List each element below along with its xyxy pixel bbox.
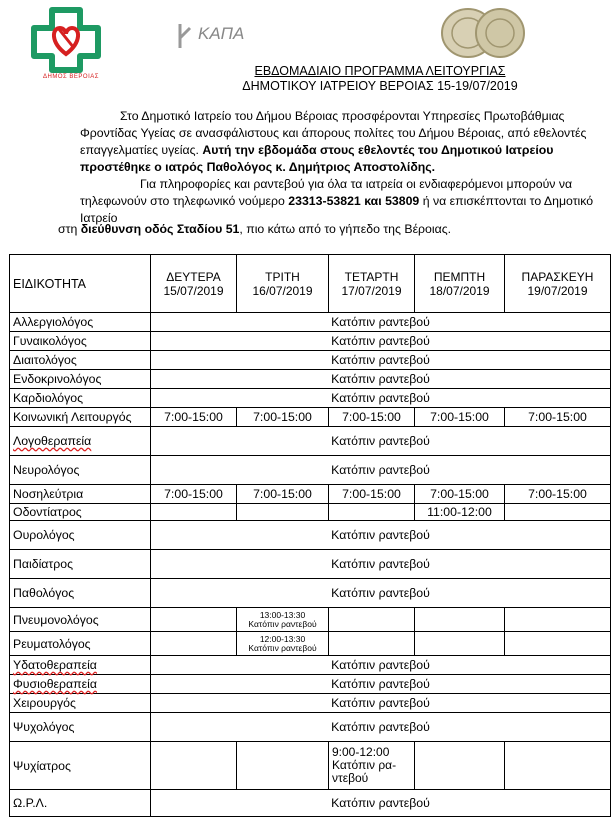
specialty-speech-therapy: Λογοθεραπεία <box>10 427 151 456</box>
table-row <box>10 332 611 351</box>
empty-cell <box>151 742 237 790</box>
empty-cell <box>151 632 237 656</box>
time-cell-tue: 7:00-15:00 <box>237 485 329 504</box>
phone-and: και <box>364 194 382 208</box>
appointment-cell: Κατόπιν ραντεβού <box>151 579 611 608</box>
table-row <box>10 313 611 332</box>
specialty-cardiologist: Καρδιολόγος <box>10 389 151 408</box>
appointment-cell: Κατόπιν ραντεβού <box>151 521 611 550</box>
header-day-fri: ΠΑΡΑΣΚΕΥΗ 19/07/2019 <box>505 255 611 313</box>
empty-cell <box>237 742 329 790</box>
heart-cross-icon <box>22 4 118 84</box>
address-suffix: , πιο κάτω από το γήπεδο της Βέροιας. <box>239 222 452 236</box>
table-row <box>10 694 611 713</box>
specialty-dietitian: Διαιτολόγος <box>10 351 151 370</box>
specialty-physiotherapy: Φυσιοθεραπεία <box>10 675 151 694</box>
empty-cell <box>237 504 329 521</box>
specialty-pediatrician: Παιδίατρος <box>10 550 151 579</box>
table-row <box>10 427 611 456</box>
appointment-cell: Κατόπιν ραντεβού <box>151 656 611 675</box>
table-row <box>10 351 611 370</box>
specialty-urologist: Ουρολόγος <box>10 521 151 550</box>
empty-cell <box>415 742 505 790</box>
time-cell-tue: 12:00-13:30 Κατόπιν ραντεβού <box>237 632 329 656</box>
specialty-social-worker: Κοινωνική Λειτουργός <box>10 408 151 427</box>
phone-number-2: 53809 <box>385 194 420 208</box>
time-cell-thu: 7:00-15:00 <box>415 408 505 427</box>
table-row <box>10 742 611 790</box>
time-cell-tue: 7:00-15:00 <box>237 408 329 427</box>
empty-cell <box>415 632 505 656</box>
header-day-mon: ΔΕΥΤΕΡΑ 15/07/2019 <box>151 255 237 313</box>
table-header-row <box>10 255 611 313</box>
empty-cell <box>329 632 415 656</box>
title-line-1: ΕΒΔΟΜΑΔΙΑΙΟ ΠΡΟΓΡΑΜΜΑ ΛΕΙΤΟΥΡΓΙΑΣ <box>254 64 506 78</box>
table-row <box>10 790 611 817</box>
time-cell-wed: 7:00-15:00 <box>329 485 415 504</box>
appointment-cell: Κατόπιν ραντεβού <box>151 675 611 694</box>
specialty-nurse: Νοσηλεύτρια <box>10 485 151 504</box>
time-cell-fri: 7:00-15:00 <box>505 485 611 504</box>
empty-cell <box>151 504 237 521</box>
appointment-cell: Κατόπιν ραντεβού <box>151 351 611 370</box>
specialty-neurologist: Νευρολόγος <box>10 456 151 485</box>
table-row <box>10 485 611 504</box>
specialty-pulmonologist: Πνευμονολόγος <box>10 608 151 632</box>
empty-cell <box>151 608 237 632</box>
time-cell-tue: 13:00-13:30 Κατόπιν ραντεβού <box>237 608 329 632</box>
header-day-wed: ΤΕΤΑΡΤΗ 17/07/2019 <box>329 255 415 313</box>
municipality-logo-label: ΔΗΜΟΣ ΒΕΡΟΙΑΣ <box>43 74 99 80</box>
table-row <box>10 389 611 408</box>
intro-text <box>80 108 600 227</box>
appointment-cell: Κατόπιν ραντεβού <box>151 332 611 351</box>
coin-seal-logo <box>440 6 526 60</box>
time-cell-wed: 9:00-12:00 Κατόπιν ρα- ντεβού <box>329 742 415 790</box>
phone-number-1: 23313-53821 <box>288 194 361 208</box>
specialty-rheumatologist: Ρευματολόγος <box>10 632 151 656</box>
appointment-cell: Κατόπιν ραντεβού <box>151 370 611 389</box>
header-day-thu: ΠΕΜΠΤΗ 18/07/2019 <box>415 255 505 313</box>
intro-contact-text: Για πληροφορίες και ραντεβού για όλα τα ιατρεία οι ενδιαφερόμενοι μπορούν να τηλεφωνούν στο τηλεφωνικό νούμερο <box>80 177 573 208</box>
time-cell-thu: 11:00-12:00 <box>415 504 505 521</box>
specialty-pathologist: Παθολόγος <box>10 579 151 608</box>
empty-cell <box>505 632 611 656</box>
empty-cell <box>415 608 505 632</box>
appointment-cell: Κατόπιν ραντεβού <box>151 713 611 742</box>
time-cell-mon: 7:00-15:00 <box>151 485 237 504</box>
kapa-logo <box>176 14 266 56</box>
table-row <box>10 521 611 550</box>
table-row <box>10 370 611 389</box>
appointment-cell: Κατόπιν ραντεβού <box>151 550 611 579</box>
time-cell-thu: 7:00-15:00 <box>415 485 505 504</box>
table-row <box>10 608 611 632</box>
appointment-cell: Κατόπιν ραντεβού <box>151 427 611 456</box>
appointment-cell: Κατόπιν ραντεβού <box>151 313 611 332</box>
specialty-hydrotherapy: Υδατοθεραπεία <box>10 656 151 675</box>
table-row <box>10 656 611 675</box>
intro-visit-text: ή να επισκέπτονται το Δημοτικό Ιατρείο <box>80 194 594 225</box>
specialty-allergy: Αλλεργιολόγος <box>10 313 151 332</box>
document-title <box>160 64 600 94</box>
empty-cell <box>505 504 611 521</box>
schedule-table <box>9 254 611 817</box>
intro-bold-note: Αυτή την εβδομάδα στους εθελοντές του Δημοτικού Ιατρείου προστέθηκε ο ιατρός Παθολόγος κ. Δημήτριος Αποστολίδης. <box>80 143 554 174</box>
table-row <box>10 504 611 521</box>
appointment-cell: Κατόπιν ραντεβού <box>151 790 611 817</box>
empty-cell <box>329 504 415 521</box>
table-row <box>10 713 611 742</box>
table-row <box>10 408 611 427</box>
specialty-dentist: Οδοντίατρος <box>10 504 151 521</box>
intro-paragraph-2 <box>80 176 600 227</box>
table-row <box>10 456 611 485</box>
specialty-psychiatrist: Ψυχίατρος <box>10 742 151 790</box>
specialty-ent: Ω.Ρ.Λ. <box>10 790 151 817</box>
header-day-tue: ΤΡΙΤΗ 16/07/2019 <box>237 255 329 313</box>
appointment-cell: Κατόπιν ραντεβού <box>151 389 611 408</box>
specialty-surgeon: Χειρουργός <box>10 694 151 713</box>
header-specialty: ΕΙΔΙΚΟΤΗΤΑ <box>10 255 151 313</box>
table-row <box>10 675 611 694</box>
appointment-cell: Κατόπιν ραντεβού <box>151 456 611 485</box>
table-row <box>10 579 611 608</box>
time-cell-mon: 7:00-15:00 <box>151 408 237 427</box>
specialty-psychologist: Ψυχολόγος <box>10 713 151 742</box>
specialty-endocrinologist: Ενδοκρινολόγος <box>10 370 151 389</box>
empty-cell <box>505 608 611 632</box>
specialty-gynecologist: Γυναικολόγος <box>10 332 151 351</box>
address-line <box>58 222 451 236</box>
empty-cell <box>505 742 611 790</box>
kapa-logo-text: ΚΑΠΑ <box>198 24 245 43</box>
table-row <box>10 550 611 579</box>
address-prefix: στη <box>58 222 78 236</box>
intro-paragraph-1 <box>80 108 600 176</box>
time-cell-fri: 7:00-15:00 <box>505 408 611 427</box>
municipality-logo <box>22 4 118 84</box>
empty-cell <box>329 608 415 632</box>
title-line-2: ΔΗΜΟΤΙΚΟΥ ΙΑΤΡΕΙΟΥ ΒΕΡΟΙΑΣ 15-19/07/2019 <box>242 79 518 93</box>
address-street: διεύθυνση οδός Σταδίου 51 <box>80 222 240 236</box>
table-row <box>10 632 611 656</box>
time-cell-wed: 7:00-15:00 <box>329 408 415 427</box>
appointment-cell: Κατόπιν ραντεβού <box>151 694 611 713</box>
intro-text-1: Στο Δημοτικό Ιατρείο του Δήμου Βέροιας προσφέρονται Υπηρεσίες Πρωτοβάθμιας Φροντίδας Υγείας σε ανασφάλιστους και άπορους πολίτες του Δήμου Βέροιας, από εθελοντές επαγγελματίες υγείας. <box>80 109 587 157</box>
